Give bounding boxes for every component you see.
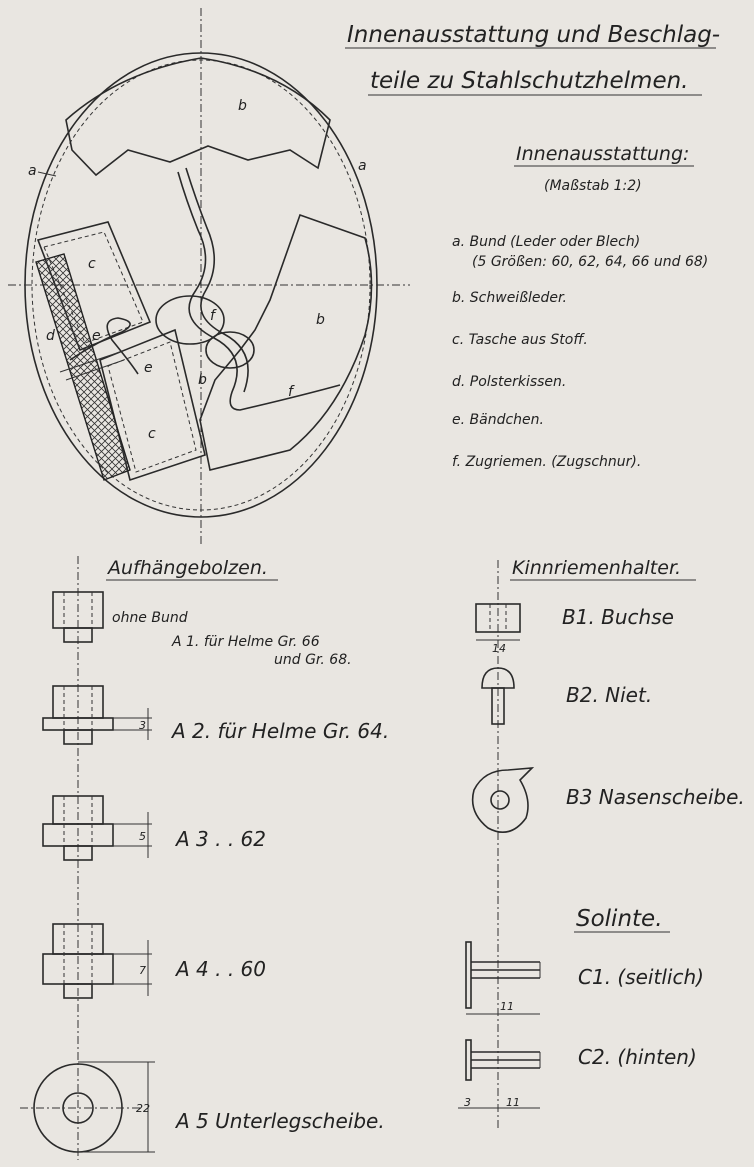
bolt-a3-dim: 5 bbox=[139, 830, 146, 843]
cotter-heading: Solinte. bbox=[576, 906, 663, 932]
bolt-a4-drawing bbox=[43, 924, 152, 998]
helmet-interior-drawing bbox=[8, 8, 410, 545]
bushing-b1-dim: 14 bbox=[492, 642, 506, 655]
legend-a-sizes: (5 Größen: 60, 62, 64, 66 und 68) bbox=[472, 254, 709, 270]
callout-b-right: b bbox=[316, 312, 325, 328]
nose-washer-b3-label: B3 Nasenscheibe. bbox=[566, 785, 745, 809]
bolt-a1-label-2: und Gr. 68. bbox=[274, 652, 352, 668]
callout-d: d bbox=[46, 328, 55, 344]
bolt-a3-label: A 3 . . 62 bbox=[176, 827, 266, 851]
title-line-2: teile zu Stahlschutzhelmen. bbox=[370, 68, 689, 94]
interior-legend bbox=[452, 143, 708, 470]
legend-b: b. Schweißleder. bbox=[452, 290, 567, 306]
washer-a5-label: A 5 Unterlegscheibe. bbox=[176, 1109, 385, 1133]
legend-c: c. Tasche aus Stoff. bbox=[452, 332, 588, 348]
callout-f-right: f bbox=[288, 384, 293, 400]
legend-a: a. Bund (Leder oder Blech) bbox=[452, 234, 641, 250]
callout-a-left: a bbox=[28, 163, 37, 179]
callout-a-right: a bbox=[358, 158, 367, 174]
chinstrap-heading: Kinnriemenhalter. bbox=[512, 557, 682, 579]
bolt-a1-note: ohne Bund bbox=[112, 610, 188, 626]
callout-f-mid: f bbox=[210, 308, 215, 324]
callout-c-lower: c bbox=[148, 426, 156, 442]
rivet-b2-label: B2. Niet. bbox=[566, 683, 653, 707]
bushing-b1-label: B1. Buchse bbox=[562, 605, 674, 629]
bolt-a3-drawing bbox=[43, 796, 152, 860]
bolt-a2-drawing bbox=[43, 686, 152, 744]
cotter-pins-section bbox=[458, 906, 704, 1109]
washer-a5-drawing bbox=[20, 1062, 155, 1152]
title-line-1: Innenausstattung und Beschlag- bbox=[347, 22, 721, 48]
bolt-a1-label: A 1. für Helme Gr. 66 bbox=[172, 634, 320, 650]
washer-a5-dim: 22 bbox=[136, 1102, 150, 1115]
bolts-heading: Aufhängebolzen. bbox=[108, 557, 268, 579]
callout-e-right: e bbox=[144, 360, 153, 376]
bolt-a4-dim: 7 bbox=[139, 964, 146, 977]
callout-b-lower: b bbox=[198, 372, 207, 388]
bolt-a2-dim: 3 bbox=[139, 719, 146, 732]
nose-washer-b3-drawing bbox=[473, 768, 532, 832]
callout-c-upper: c bbox=[88, 256, 96, 272]
cotter-c1-dim: 11 bbox=[500, 1000, 514, 1013]
cotter-c2-label: C2. (hinten) bbox=[578, 1045, 697, 1069]
cotter-c2-dim-b: 11 bbox=[506, 1096, 520, 1109]
cotter-c2-dim-a: 3 bbox=[464, 1096, 471, 1109]
legend-e: e. Bändchen. bbox=[452, 412, 544, 428]
cotter-c1-label: C1. (seitlich) bbox=[578, 965, 704, 989]
interior-scale: (Maßstab 1:2) bbox=[544, 178, 642, 194]
interior-heading: Innenausstattung: bbox=[516, 143, 690, 165]
bolt-a4-label: A 4 . . 60 bbox=[176, 957, 266, 981]
title-block bbox=[345, 22, 720, 95]
legend-f: f. Zugriemen. (Zugschnur). bbox=[452, 454, 642, 470]
legend-d: d. Polsterkissen. bbox=[452, 374, 567, 390]
callout-e-left: e bbox=[92, 328, 101, 344]
sweatband-top bbox=[66, 58, 330, 175]
callout-b-top: b bbox=[238, 98, 247, 114]
bolt-a2-label: A 2. für Helme Gr. 64. bbox=[172, 719, 390, 743]
suspension-bolts-section bbox=[20, 556, 389, 1160]
